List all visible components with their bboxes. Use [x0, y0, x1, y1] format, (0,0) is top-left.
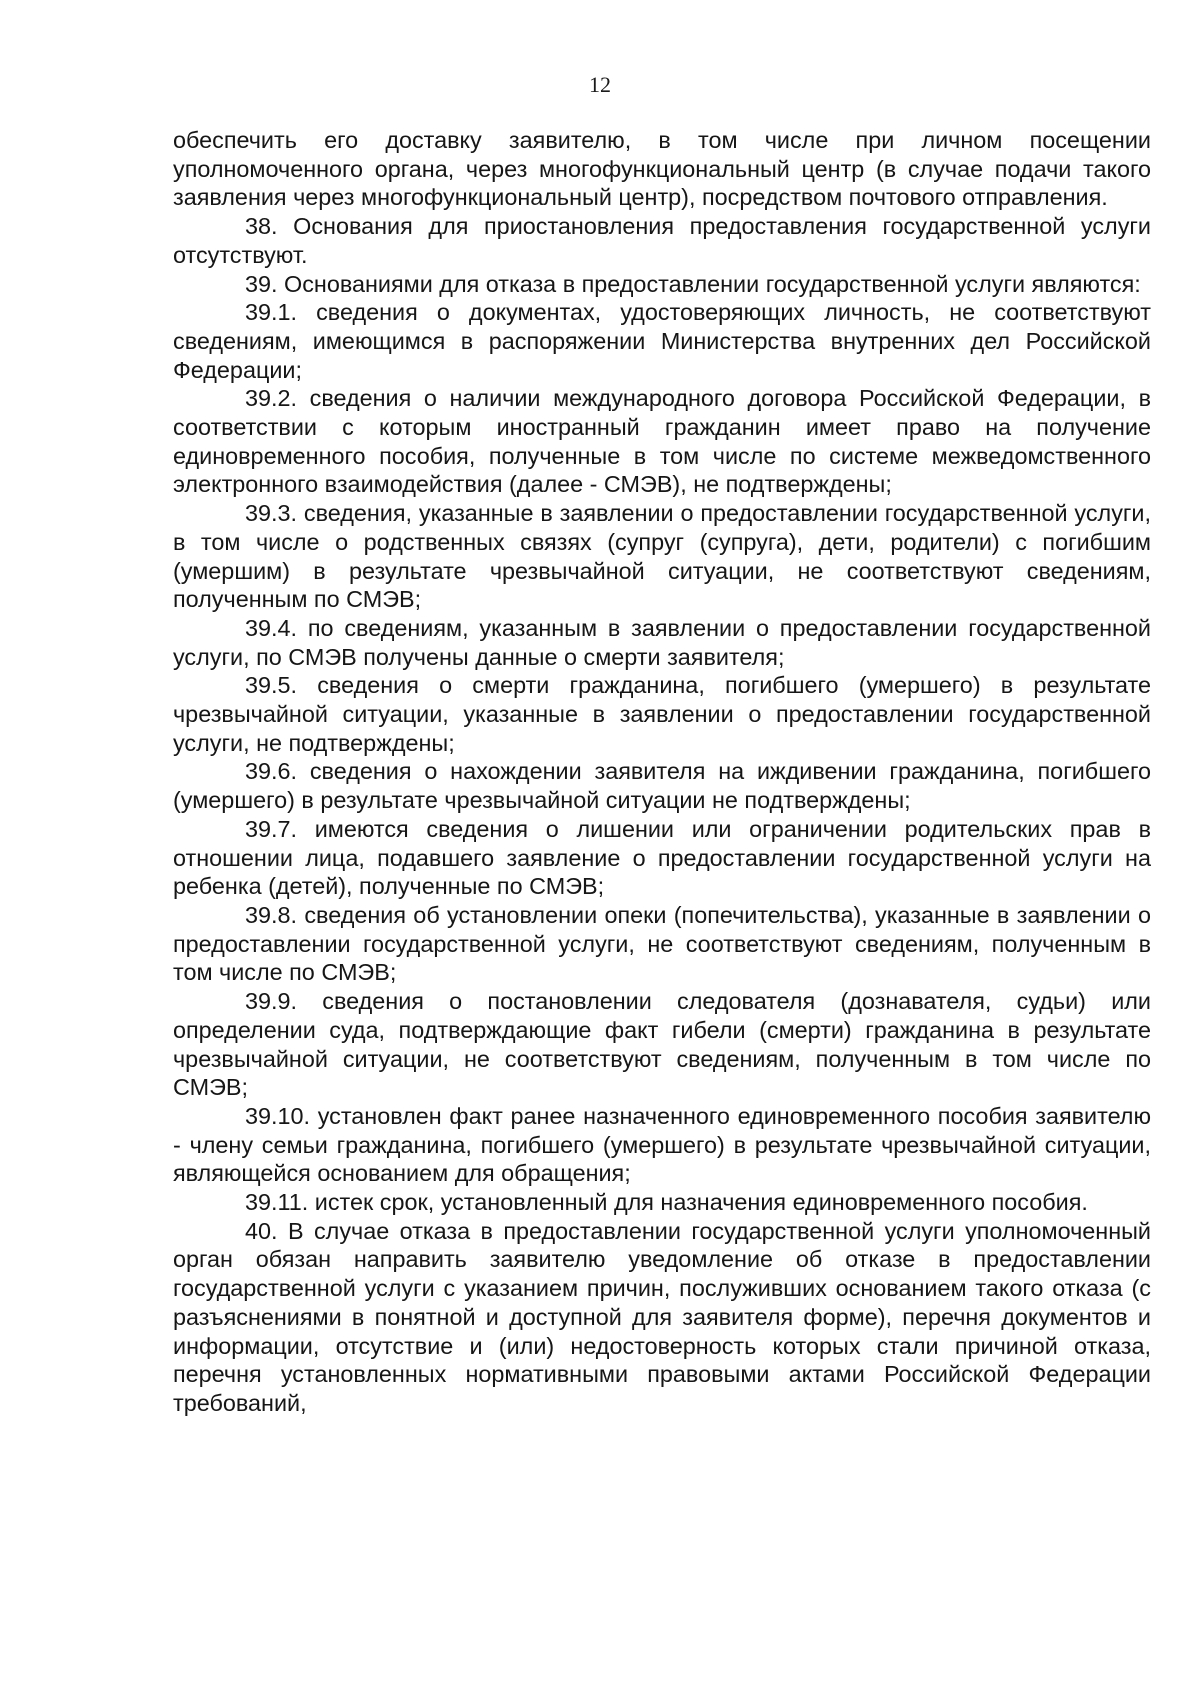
paragraph-39-1: 39.1. сведения о документах, удостоверяющих личность, не соответствуют сведениям, имеющимся в распоряжении Министерства внутренних дел Российской Федерации; [173, 299, 1151, 383]
page-number: 12 [589, 72, 611, 97]
paragraph-39-6: 39.6. сведения о нахождении заявителя на иждивении гражданина, погибшего (умершего) в результате чрезвычайной ситуации не подтверждены; [173, 758, 1151, 814]
paragraph-40: 40. В случае отказа в предоставлении государственной услуги уполномоченный орган обязан направить заявителю уведомление об отказе в предоставлении государственной услуги с указанием причин, послуживших основанием такого отказа (с разъяснениями в понятной и доступной для заявителя форме), перечня документов и информации, отсутствие и (или) недостоверность которых стали причиной отказа, перечня установленных нормативными правовыми актами Российской Федерации требований, [173, 1217, 1151, 1416]
paragraph-39-11: 39.11. истек срок, установленный для назначения единовременного пособия. [245, 1189, 1088, 1216]
paragraph-39-4: 39.4. по сведениям, указанным в заявлении о предоставлении государственной услуги, по СМЭВ получены данные о смерти заявителя; [173, 614, 1151, 670]
document-body [173, 126, 1151, 1418]
paragraph-38: 38. Основания для приостановления предоставления государственной услуги отсутствуют. [173, 213, 1151, 268]
paragraph-continuation: обеспечить его доставку заявителю, в том числе при личном посещении уполномоченного органа, через многофункциональный центр (в случае подачи такого заявления через многофункциональный центр), посредством почтового отправления. [173, 127, 1151, 211]
paragraph-39-3: 39.3. сведения, указанные в заявлении о предоставлении государственной услуги, в том числе о родственных связях (супруг (супруга), дети, родители) с погибшим (умершим) в результате чрезвычайной ситуации, не соответствуют сведениям, полученным по СМЭВ; [173, 500, 1151, 613]
paragraph-39-7: 39.7. имеются сведения о лишении или ограничении родительских прав в отношении лица, подавшего заявление о предоставлении государственной услуги на ребенка (детей), полученные по СМЭВ; [173, 815, 1151, 900]
paragraph-39-5: 39.5. сведения о смерти гражданина, погибшего (умершего) в результате чрезвычайной ситуации, указанные в заявлении о предоставлении государственной услуги, не подтверждены; [173, 672, 1151, 756]
paragraph-39: 39. Основаниями для отказа в предоставлении государственной услуги являются: [245, 270, 1141, 297]
paragraph-39-9: 39.9. сведения о постановлении следователя (дознавателя, судьи) или определении суда, подтверждающие факт гибели (смерти) гражданина в результате чрезвычайной ситуации, не соответствуют сведениям, полученным в том числе по СМЭВ; [173, 988, 1151, 1101]
paragraph-39-2: 39.2. сведения о наличии международного договора Российской Федерации, в соответствии с которым иностранный гражданин имеет право на получение единовременного пособия, полученные в том числе по системе межведомственного электронного взаимодействия (далее - СМЭВ), не подтверждены; [173, 385, 1151, 498]
paragraph-39-8: 39.8. сведения об установлении опеки (попечительства), указанные в заявлении о предоставлении государственной услуги, не соответствуют сведениям, полученным в том числе по СМЭВ; [173, 901, 1151, 986]
paragraph-39-10: 39.10. установлен факт ранее назначенного единовременного пособия заявителю - члену семьи гражданина, погибшего (умершего) в результате чрезвычайной ситуации, являющейся основанием для обращения; [173, 1102, 1151, 1187]
